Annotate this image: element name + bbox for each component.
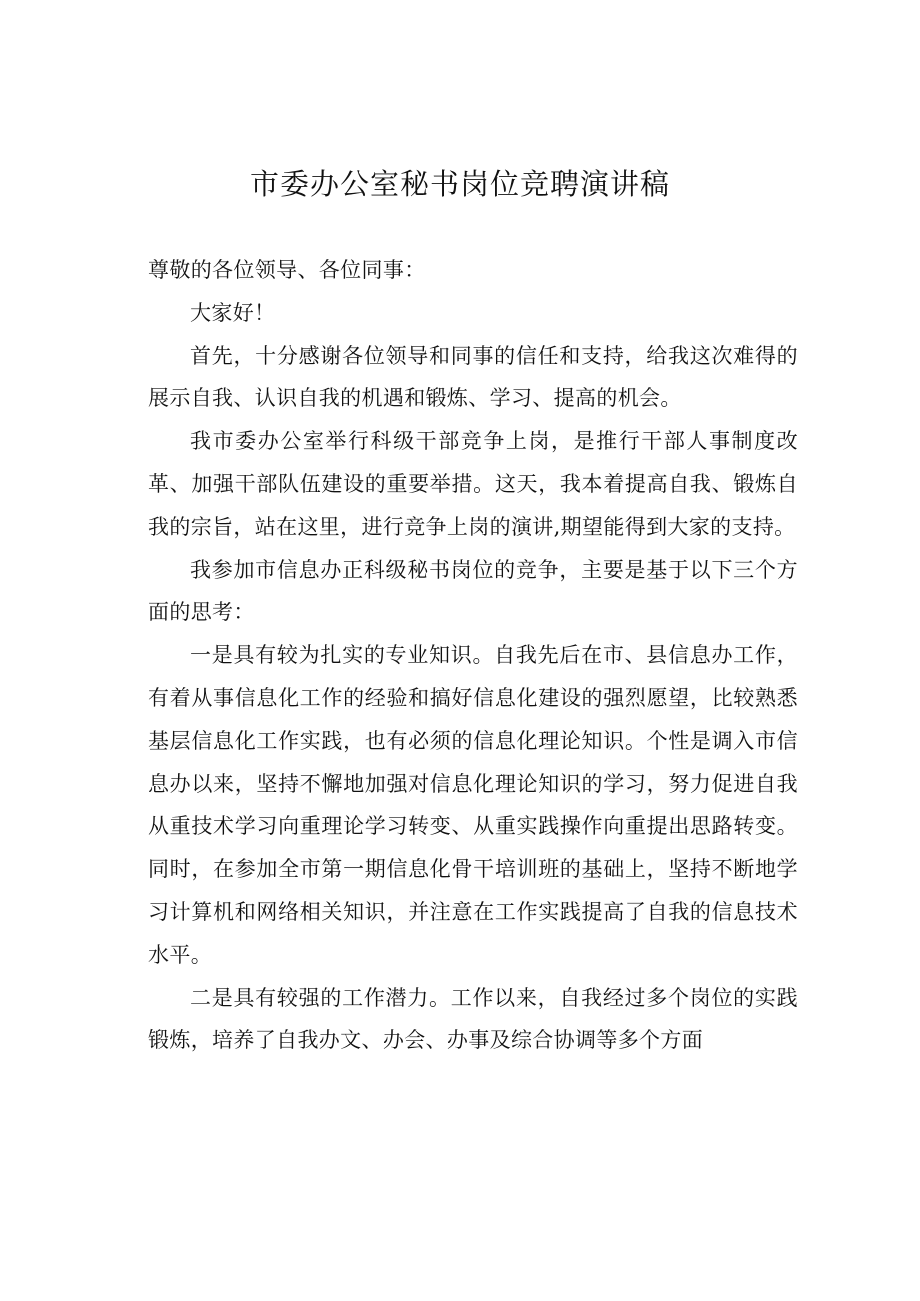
paragraph-thanks: 首先，十分感谢各位领导和同事的信任和支持，给我这次难得的展示自我、认识自我的机遇和锻炼、学习、提高的机会。	[148, 343, 798, 411]
paragraph-reasons-intro: 我参加市信息办正科级秘书岗位的竞争，主要是基于以下三个方面的思考：	[148, 557, 798, 625]
paragraph-reason-one: 一是具有较为扎实的专业知识。自我先后在市、县信息办工作，有着从事信息化工作的经验和搞好信息化建设的强烈愿望，比较熟悉基层信息化工作实践，也有必须的信息化理论知识。个性是调入市信息办以来，坚持不懈地加强对信息化理论知识的学习，努力促进自我从重技术学习向重理论学习转变、从重实践操作向重提出思路转变。同时，在参加全市第一期信息化骨干培训班的基础上，坚持不断地学习计算机和网络相关知识，并注意在工作实践提高了自我的信息技术水平。	[148, 643, 798, 967]
paragraph-reason-two: 二是具有较强的工作潜力。工作以来，自我经过多个岗位的实践锻炼，培养了自我办文、办会、办事及综合协调等多个方面	[148, 985, 798, 1053]
paragraph-background: 我市委办公室举行科级干部竞争上岗，是推行干部人事制度改革、加强干部队伍建设的重要举措。这天，我本着提高自我、锻炼自我的宗旨，站在这里，进行竞争上岗的演讲,期望能得到大家的支持。	[148, 429, 798, 539]
document-title: 市委办公室秘书岗位竞聘演讲稿	[249, 167, 670, 201]
paragraph-greeting: 大家好！	[190, 300, 276, 325]
salutation: 尊敬的各位领导、各位同事：	[148, 258, 426, 282]
document-body	[148, 249, 798, 1062]
